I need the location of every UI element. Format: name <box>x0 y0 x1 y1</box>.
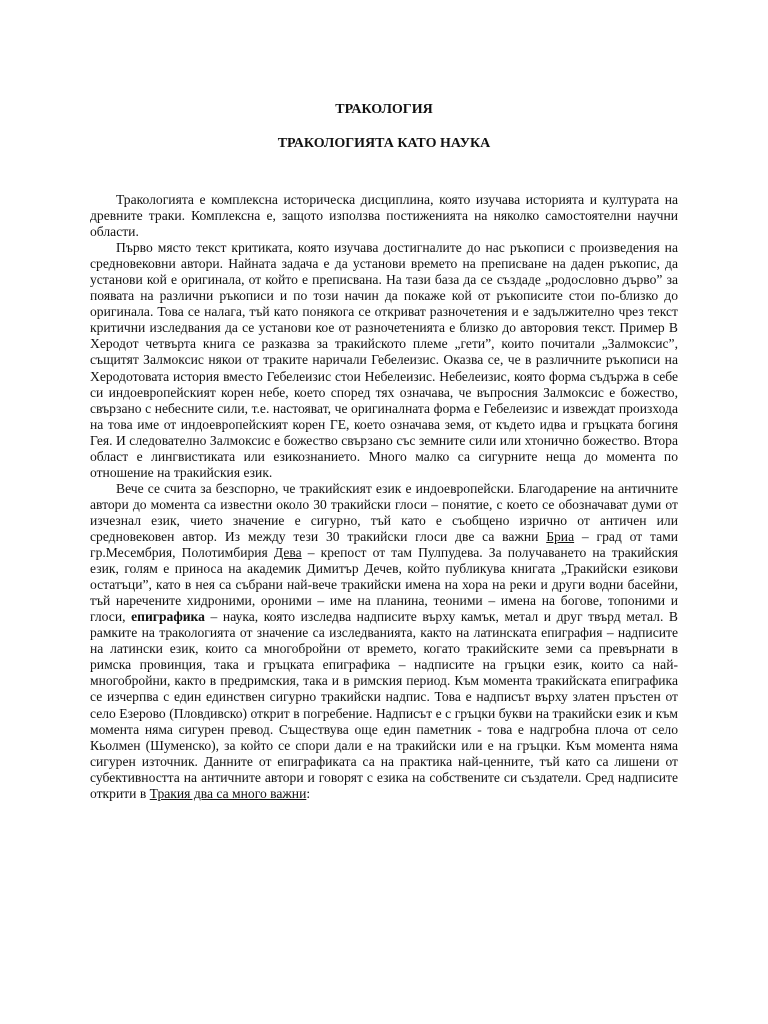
paragraph-language-epigraphy <box>90 481 678 802</box>
underlined-phrase: Тракия два са много важни <box>149 785 307 801</box>
paragraph-text: Вече се счита за безспорно, че тракийският език е индоевропейски. Благодарение на античните автори до момента са известни около 30 тракийски глоси – понятие, с което се обозначават думи от изчезнал език, чието значение е сигурно, тъй като е съобщено изрично от античен или средновековен автор. Из между тези 30 тракийски глоси две са важни <box>90 480 678 544</box>
paragraph-end: : <box>306 785 311 801</box>
term-deva: Дева <box>273 545 302 561</box>
paragraph-text: – крепост от там Пулпудева. За получаването на тракийския език, голям е приноса на академик Димитър Дечев, който публикува книгата „Тракийски езикови остатъци”, като в нея са събрани най-вече тракийски имена на хора на реки и други водни басейни, тъй наречените хидроними, ороними – име на планина, теоними – имена на богове, топоними и глоси, <box>90 545 679 625</box>
paragraph-text-criticism: Първо място текст критиката, която изучава достигналите до нас ръкописи с произведения на средновековни автори. Найната задача е да установи времето на преписване на даден ръкопис, да установи кой е оригинала, от който е преписвана. На тази база да се създаде „родословно дърво” за появата на различни ръкописи и по този начин да покаже кой от ръкописите стои по-близко до оригинала. Това се налага, тъй като понякога се откриват разночетения и е задължително чрез текст критични изследвания да се установи кое от разночетенията е близко до авторовия текст. Пример В Херодот четвърта книга се разказва за тракийското племе „гети”, които почитали „Залмоксис”, същитят Залмоксис някои от траките наричали Гебелеизис. Оказва се, че в различните ръкописи на Херодотовата история вместо Гебелеизис стои Небелеизис. Небелеизис, която форма съдържа в себе си индоевропейският корен небе, което според тях означава, че въпросния Залмоксис е божество, свързано с небесните сили, т.е. настояват, че оригиналната форма е Гебелеизис и извеждат произхода на това име от индоевропейският корен ГЕ, което означава земя, от където идва и гръцката богиня Гея. И следователно Залмоксис е божество свързано със земните сили или хтонично божество. Втора област е лингвистиката или езикознанието. Много малко са сигурните неща до момента по отношение на тракийския език. <box>90 240 678 480</box>
paragraph-text: – град от тами гр.Месембрия, Полотимбирия <box>90 528 679 561</box>
document-subtitle: ТРАКОЛОГИЯТА КАТО НАУКА <box>277 136 491 151</box>
document-body <box>90 192 678 802</box>
document-page <box>90 98 678 802</box>
term-bria: Бриа <box>546 528 575 544</box>
paragraph-text: – наука, която изследва надписите върху камък, метал и друг твърд метал. В рамките на тракологията от значение са изследванията, както на латинската епиграфия – надписите на латински език, които са многобройни от времето, когато тракийските земи са превърнати в римска провинция, така и гръцката епиграфика – надписите на гръцки език, които са най-многобройни, както в предримския, така и в римския период. Към момента тракийската епиграфика се изчерпва с един единствен сигурно тракийски надпис. Това е надписът върху златен пръстен от село Езерово (Пловдивско) открит в погребение. Надписът е с гръцки букви на тракийски език и към момента няма сигурен превод. Съществува още един паметник - това е надгробна плоча от село Кьолмен (Шуменско), за който се спори дали е на тракийски или е на гръцки. Към момента няма сигурен източник. Данните от епиграфиката са на практика най-ценните, тъй като са лишени от субективността на античните автори и говорят с езика на собствените си създатели. Сред надписите открити в <box>90 609 678 801</box>
term-epigraphy: епиграфика <box>131 609 205 625</box>
paragraph-intro: Тракологията е комплексна историческа дисциплина, която изучава историята и културата на древните траки. Комплексна е, защото използва постиженията на няколко самостоятелни научни области. <box>90 192 678 240</box>
document-title: ТРАКОЛОГИЯ <box>335 102 433 117</box>
